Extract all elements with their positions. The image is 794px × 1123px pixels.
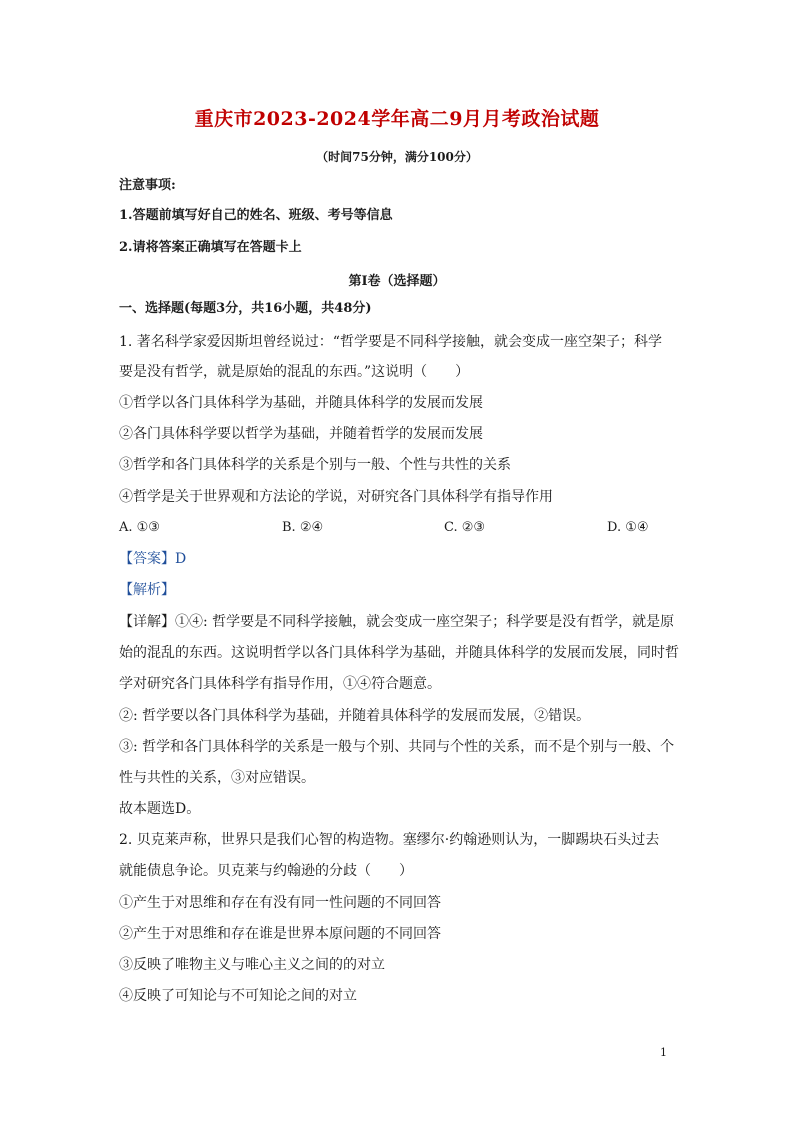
answer-option-c: C. ②③ — [444, 520, 486, 535]
volume-title: 第I卷（选择题） — [348, 274, 446, 289]
page-title: 重庆市2023-2024学年高二9月月考政治试题 — [194, 108, 600, 130]
explanation-line: 学对研究各门具体科学有指导作用，①④符合题意。 — [119, 676, 441, 692]
question-statement: ④哲学是关于世界观和方法论的学说，对研究各门具体科学有指导作用 — [119, 489, 553, 505]
question-stem: 要是没有哲学，就是原始的混乱的东西。”这说明（ ） — [119, 364, 470, 380]
explanation-line: 故本题选D。 — [119, 801, 201, 817]
notice-heading: 注意事项: — [119, 178, 176, 193]
page-number: 1 — [660, 1046, 667, 1059]
question-statement: ②产生于对思维和存在谁是世界本原问题的不同回答 — [119, 926, 441, 942]
explanation-line: 性与共性的关系，③对应错误。 — [119, 770, 315, 786]
explanation-line: 始的混乱的东西。这说明哲学以各门具体科学为基础，并随具体科学的发展而发展，同时哲 — [119, 645, 679, 661]
answer-option-b: B. ②④ — [282, 520, 324, 535]
notice-item: 2.请将答案正确填写在答题卡上 — [119, 240, 302, 255]
exam-duration-note: （时间75分钟，满分100分） — [316, 150, 478, 164]
question-statement: ④反映了可知论与不可知论之间的对立 — [119, 988, 357, 1004]
section-title: 一、选择题(每题3分，共16小题，共48分) — [119, 301, 372, 316]
explanation-line: ③: 哲学和各门具体科学的关系是一般与个别、共同与个性的关系，而不是个别与一般、个 — [119, 739, 675, 755]
answer-option-a: A. ①③ — [119, 520, 160, 535]
answer-option-d: D. ①④ — [607, 520, 649, 535]
explanation-line: 【详解】①④: 哲学要是不同科学接触，就会变成一座空架子；科学要是没有哲学，就是原 — [119, 614, 675, 630]
explanation-line: ②: 哲学要以各门具体科学为基础，并随着具体科学的发展而发展，②错误。 — [119, 708, 591, 724]
question-stem: 2. 贝克莱声称，世界只是我们心智的构造物。塞缪尔·约翰逊则认为，一脚踢块石头过去 — [119, 832, 660, 848]
question-statement: ③反映了唯物主义与唯心主义之间的的对立 — [119, 957, 385, 973]
question-statement: ①哲学以各门具体科学为基础，并随具体科学的发展而发展 — [119, 395, 483, 411]
answer-label: 【答案】D — [119, 551, 187, 567]
question-stem: 就能债息争论。贝克莱与约翰逊的分歧（ ） — [119, 863, 413, 879]
question-statement: ③哲学和各门具体科学的关系是个别与一般、个性与共性的关系 — [119, 457, 511, 473]
question-stem: 1. 著名科学家爱因斯坦曾经说过：“哲学要是不同科学接触，就会变成一座空架子；科学 — [119, 334, 662, 350]
question-statement: ②各门具体科学要以哲学为基础，并随着哲学的发展而发展 — [119, 426, 483, 442]
notice-item: 1.答题前填写好自己的姓名、班级、考号等信息 — [119, 208, 393, 223]
analysis-label: 【解析】 — [119, 582, 175, 598]
question-statement: ①产生于对思维和存在有没有同一性问题的不同回答 — [119, 895, 441, 911]
